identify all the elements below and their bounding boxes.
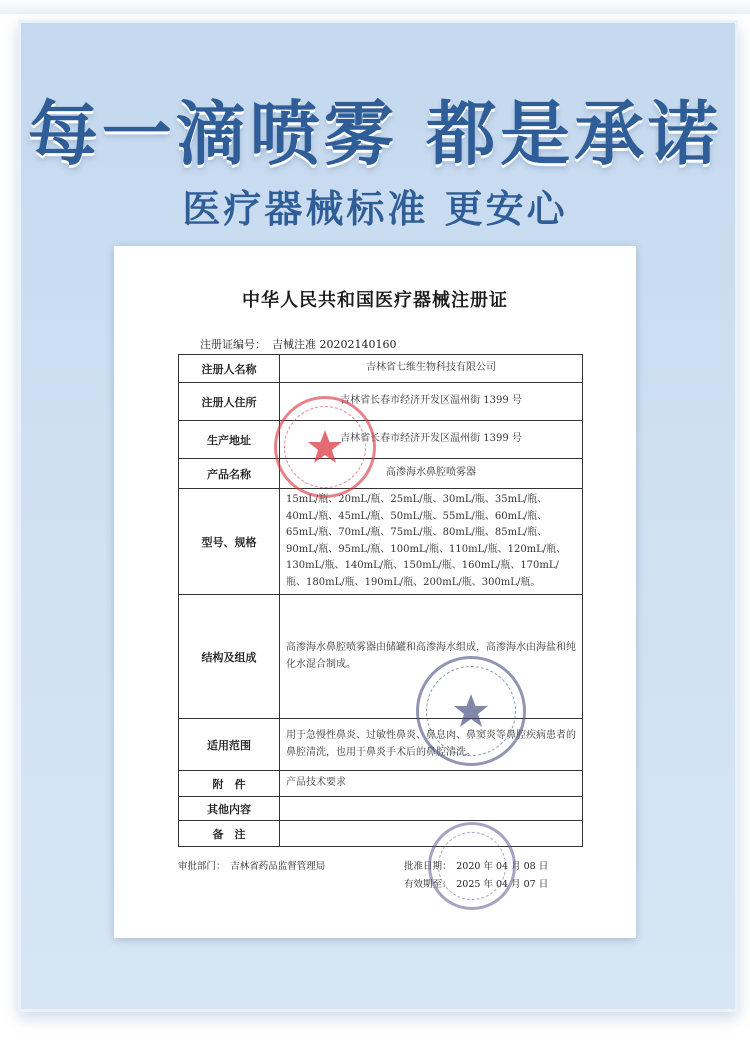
- registration-number: [200, 336, 402, 352]
- row-label: 适用范围: [179, 719, 280, 771]
- row-value: 高渗海水鼻腔喷雾器: [280, 459, 583, 489]
- row-value: [280, 797, 583, 821]
- row-value: 高渗海水鼻腔喷雾器由储罐和高渗海水组成，高渗海水由海盐和纯化水混合制成。: [280, 595, 583, 719]
- row-value: 用于急慢性鼻炎、过敏性鼻炎、鼻息肉、鼻窦炎等鼻腔疾病患者的鼻腔清洗，也用于鼻炎手术后的鼻腔清洗。: [280, 719, 583, 771]
- row-label: 附 件: [179, 771, 280, 797]
- red-seal-stamp: [274, 396, 376, 498]
- table-row: [179, 459, 583, 489]
- row-label: 结构及组成: [179, 595, 280, 719]
- registration-number-value: 吉械注准 20202140160: [272, 338, 397, 351]
- row-value: 吉林省长春市经济开发区温州街 1399 号: [280, 421, 583, 459]
- certificate-table: [178, 354, 583, 847]
- company-seal-stamp: [416, 656, 526, 766]
- row-value: [280, 821, 583, 847]
- row-label: 注册人名称: [179, 355, 280, 383]
- table-row: [179, 355, 583, 383]
- table-row: [179, 771, 583, 797]
- hero-subtitle: 医疗器械标准 更安心: [182, 187, 568, 231]
- approval-date: 批准日期： 2020 年 04 月 08 日: [404, 861, 549, 872]
- registration-certificate: [114, 246, 636, 938]
- valid-until: 有效期至： 2025 年 04 月 07 日: [404, 879, 549, 890]
- approval-department: 审批部门： 吉林省药品监督管理局: [178, 861, 326, 872]
- row-label: 其他内容: [179, 797, 280, 821]
- hero-title: 每一滴喷雾 都是承诺: [27, 93, 723, 175]
- certificate-title: 中华人民共和国医疗器械注册证: [242, 290, 508, 311]
- row-label: 备 注: [179, 821, 280, 847]
- table-row: [179, 797, 583, 821]
- table-row: [179, 821, 583, 847]
- top-strip: [0, 0, 750, 14]
- row-label: 型号、规格: [179, 489, 280, 595]
- row-label: 产品名称: [179, 459, 280, 489]
- table-row: [179, 383, 583, 421]
- table-row: [179, 489, 583, 595]
- row-label: 生产地址: [179, 421, 280, 459]
- authority-seal-stamp: [428, 822, 516, 910]
- row-value: 吉林省长春市经济开发区温州街 1399 号: [280, 383, 583, 421]
- row-value: 15mL/瓶、20mL/瓶、25mL/瓶、30mL/瓶、35mL/瓶、40mL/瓶、45mL/瓶、50mL/瓶、55mL/瓶、60mL/瓶、65mL/瓶、70mL/瓶、75mL/瓶、80mL/瓶、85mL/瓶、90mL/瓶、95mL/瓶、100mL/瓶、110mL/瓶、120mL/瓶、130mL/瓶、140mL/瓶、150mL/瓶、160mL/瓶、170mL/瓶、180mL/瓶、190mL/瓶、200mL/瓶、300mL/瓶。: [280, 489, 583, 595]
- registration-number-label: 注册证编号：: [200, 338, 266, 351]
- table-row: [179, 421, 583, 459]
- row-value: 吉林省七维生物科技有限公司: [280, 355, 583, 383]
- row-value: 产品技术要求: [280, 771, 583, 797]
- row-label: 注册人住所: [179, 383, 280, 421]
